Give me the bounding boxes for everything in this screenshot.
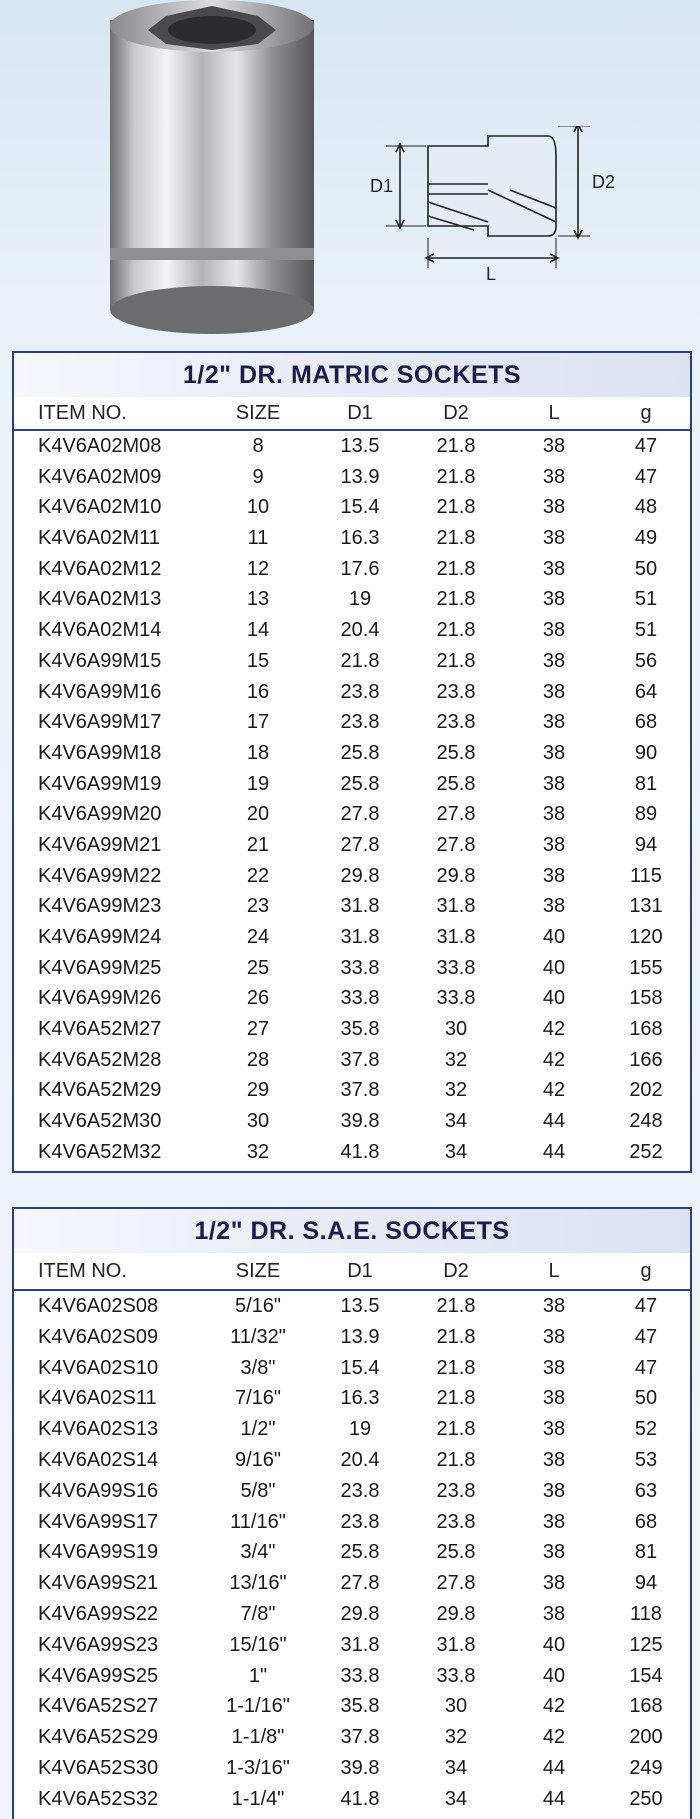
cell-d2: 21.8: [436, 588, 476, 611]
cell-weight: 47: [634, 465, 658, 488]
cell-weight: 51: [634, 619, 658, 642]
cell-weight: 158: [629, 987, 663, 1010]
header-d2: D2: [406, 397, 506, 431]
cell-l: 38: [542, 557, 566, 580]
cell-weight: 154: [629, 1664, 663, 1687]
cell-size: 5/8": [240, 1479, 276, 1502]
header-d2: D2: [406, 1253, 506, 1291]
header-l: L: [506, 1253, 602, 1291]
cell-size: 29: [246, 1079, 270, 1102]
cell-size: 5/16": [234, 1295, 282, 1317]
cell-l: 38: [542, 527, 566, 550]
metric-sockets-table: [12, 351, 692, 1173]
cell-d1: 21.8: [340, 649, 380, 672]
header-item-no: ITEM NO.: [14, 397, 202, 431]
cell-item-no: K4V6A99M26: [38, 987, 162, 1010]
cell-d2: 34: [444, 1756, 468, 1779]
header-size: SIZE: [202, 1253, 314, 1291]
header-size: SIZE: [202, 397, 314, 431]
cell-d2: 25.8: [436, 1541, 476, 1564]
cell-l: 44: [542, 1756, 566, 1779]
header-item-no: ITEM NO.: [14, 1253, 202, 1291]
header-d1: D1: [314, 397, 406, 431]
cell-d1: 19: [348, 1418, 372, 1441]
cell-weight: 56: [634, 649, 658, 672]
cell-item-no: K4V6A99S22: [38, 1602, 159, 1625]
cell-l: 44: [542, 1787, 566, 1810]
cell-weight: 200: [629, 1726, 663, 1749]
cell-weight: 166: [629, 1048, 663, 1071]
cell-d1: 13.9: [340, 465, 380, 488]
cell-d2: 23.8: [436, 1510, 476, 1533]
table-grid: [14, 1253, 690, 1815]
cell-weight: 250: [629, 1787, 663, 1810]
cell-l: 40: [542, 956, 566, 979]
cell-size: 22: [246, 864, 270, 887]
socket-dimension-diagram: [370, 126, 690, 336]
cell-d1: 19: [348, 588, 372, 611]
cell-l: 40: [542, 987, 566, 1010]
cell-d1: 13.5: [340, 435, 380, 457]
d2-label: D2: [592, 172, 616, 192]
cell-item-no: K4V6A02M11: [38, 527, 160, 550]
cell-d1: 13.9: [340, 1325, 380, 1348]
cell-d1: 27.8: [340, 1572, 380, 1595]
cell-weight: 81: [634, 1541, 658, 1564]
cell-d2: 31.8: [436, 1633, 476, 1656]
cell-item-no: K4V6A99S19: [38, 1541, 159, 1564]
header-weight: g: [602, 397, 690, 431]
cell-item-no: K4V6A99M15: [38, 649, 162, 672]
cell-size: 27: [246, 1018, 270, 1041]
cell-d2: 32: [444, 1726, 468, 1749]
cell-l: 38: [542, 711, 566, 734]
cell-size: 1-1/16": [226, 1695, 290, 1718]
cell-l: 38: [542, 864, 566, 887]
cell-d2: 33.8: [436, 987, 476, 1010]
cell-size: 8: [252, 435, 264, 457]
cell-l: 44: [542, 1110, 566, 1133]
cell-d1: 15.4: [340, 1356, 380, 1379]
cell-size: 13/16": [229, 1572, 287, 1595]
cell-l: 38: [542, 1387, 566, 1410]
cell-item-no: K4V6A99M19: [38, 772, 162, 795]
cell-l: 40: [542, 926, 566, 948]
cell-item-no: K4V6A99M18: [38, 741, 162, 764]
cell-l: 40: [542, 1664, 566, 1687]
cell-size: 7/16": [234, 1387, 282, 1410]
cell-l: 38: [542, 772, 566, 795]
cell-l: 38: [542, 895, 566, 918]
cell-item-no: K4V6A99S17: [38, 1510, 159, 1533]
cell-item-no: K4V6A99M20: [38, 803, 162, 826]
cell-d2: 33.8: [436, 956, 476, 979]
cell-d2: 21.8: [436, 435, 476, 457]
cell-l: 38: [542, 649, 566, 672]
cell-d2: 21.8: [436, 1295, 476, 1317]
sae-sockets-table: [12, 1207, 692, 1819]
cell-l: 38: [542, 833, 566, 856]
cell-weight: 68: [634, 1510, 658, 1533]
cell-size: 11/32": [230, 1325, 286, 1348]
cell-d2: 30: [444, 1695, 468, 1718]
cell-d1: 23.8: [340, 1510, 380, 1533]
cell-item-no: K4V6A02M10: [38, 496, 162, 519]
cell-weight: 47: [634, 1356, 658, 1379]
cell-size: 19: [246, 772, 270, 795]
cell-item-no: K4V6A02S14: [38, 1448, 159, 1471]
header-weight: g: [602, 1253, 690, 1291]
cell-d1: 41.8: [340, 1140, 380, 1163]
cell-d1: 37.8: [340, 1726, 380, 1749]
cell-size: 11/16": [230, 1510, 286, 1533]
cell-item-no: K4V6A02S11: [38, 1387, 157, 1410]
cell-d2: 21.8: [436, 465, 476, 488]
cell-d2: 34: [444, 1787, 468, 1810]
cell-d1: 33.8: [340, 987, 380, 1010]
cell-item-no: K4V6A99S23: [38, 1633, 159, 1656]
cell-d1: 41.8: [340, 1787, 380, 1810]
cell-weight: 81: [634, 772, 658, 795]
cell-weight: 68: [634, 711, 658, 734]
cell-size: 13: [246, 588, 270, 611]
cell-l: 38: [542, 496, 566, 519]
cell-item-no: K4V6A99M16: [38, 680, 162, 703]
cell-d2: 21.8: [436, 557, 476, 580]
cell-d1: 35.8: [340, 1695, 380, 1718]
cell-l: 38: [542, 1295, 566, 1317]
cell-size: 30: [246, 1110, 270, 1133]
cell-size: 12: [246, 557, 270, 580]
cell-d2: 25.8: [436, 772, 476, 795]
cell-size: 26: [246, 987, 270, 1010]
cell-weight: 120: [629, 926, 663, 948]
cell-size: 23: [246, 895, 270, 918]
cell-d1: 35.8: [340, 1018, 380, 1041]
cell-l: 38: [542, 803, 566, 826]
cell-d2: 21.8: [436, 1448, 476, 1471]
cell-size: 18: [246, 741, 270, 764]
cell-item-no: K4V6A99S25: [38, 1664, 159, 1687]
cell-d2: 27.8: [436, 1572, 476, 1595]
cell-size: 14: [246, 619, 270, 642]
cell-l: 38: [542, 1572, 566, 1595]
cell-size: 17: [246, 711, 270, 734]
cell-size: 24: [246, 926, 270, 948]
cell-d1: 16.3: [340, 527, 380, 550]
cell-item-no: K4V6A02M08: [38, 435, 162, 457]
cell-d2: 21.8: [436, 1325, 476, 1348]
cell-d2: 21.8: [436, 1356, 476, 1379]
cell-d2: 29.8: [436, 1602, 476, 1625]
header-d1: D1: [314, 1253, 406, 1291]
cell-l: 38: [542, 1510, 566, 1533]
cell-d1: 20.4: [340, 1448, 380, 1471]
cell-item-no: K4V6A02M13: [38, 588, 162, 611]
cell-item-no: K4V6A99M17: [38, 711, 162, 734]
cell-d2: 27.8: [436, 803, 476, 826]
cell-weight: 94: [634, 1572, 658, 1595]
cell-item-no: K4V6A99M21: [38, 833, 162, 856]
cell-d1: 33.8: [340, 1664, 380, 1687]
cell-d2: 32: [444, 1079, 468, 1102]
cell-weight: 125: [629, 1633, 663, 1656]
cell-size: 3/4": [240, 1541, 276, 1564]
cell-d2: 23.8: [436, 711, 476, 734]
cell-weight: 94: [634, 833, 658, 856]
cell-d1: 23.8: [340, 680, 380, 703]
cell-d2: 21.8: [436, 496, 476, 519]
cell-item-no: K4V6A99M24: [38, 926, 162, 948]
cell-weight: 63: [634, 1479, 658, 1502]
cell-size: 1": [248, 1664, 268, 1687]
cell-weight: 48: [634, 496, 658, 519]
cell-item-no: K4V6A02M14: [38, 619, 162, 642]
cell-d1: 25.8: [340, 741, 380, 764]
cell-d1: 23.8: [340, 711, 380, 734]
cell-d2: 27.8: [436, 833, 476, 856]
cell-weight: 252: [629, 1140, 663, 1163]
cell-weight: 248: [629, 1110, 663, 1133]
cell-l: 38: [542, 1448, 566, 1471]
cell-l: 38: [542, 588, 566, 611]
cell-weight: 50: [634, 557, 658, 580]
cell-l: 38: [542, 465, 566, 488]
cell-item-no: K4V6A99M23: [38, 895, 162, 918]
cell-d1: 17.6: [340, 557, 380, 580]
cell-d1: 25.8: [340, 772, 380, 795]
cell-weight: 202: [629, 1079, 663, 1102]
cell-item-no: K4V6A52M30: [38, 1110, 162, 1133]
cell-size: 1/2": [240, 1418, 276, 1441]
cell-d1: 31.8: [340, 895, 380, 918]
cell-size: 28: [246, 1048, 270, 1071]
cell-d2: 21.8: [436, 1418, 476, 1441]
cell-size: 20: [246, 803, 270, 826]
cell-l: 42: [542, 1695, 566, 1718]
cell-item-no: K4V6A52M27: [38, 1018, 162, 1041]
cell-item-no: K4V6A52M32: [38, 1140, 162, 1163]
cell-item-no: K4V6A52M29: [38, 1079, 162, 1102]
cell-d1: 16.3: [340, 1387, 380, 1410]
cell-weight: 249: [629, 1756, 663, 1779]
cell-weight: 50: [634, 1387, 658, 1410]
socket-photo: [108, 0, 316, 338]
l-label: L: [486, 264, 497, 284]
cell-l: 40: [542, 1633, 566, 1656]
cell-d2: 21.8: [436, 1387, 476, 1410]
cell-d1: 29.8: [340, 864, 380, 887]
cell-d1: 27.8: [340, 803, 380, 826]
cell-d2: 29.8: [436, 864, 476, 887]
cell-l: 42: [542, 1048, 566, 1071]
cell-item-no: K4V6A02S10: [38, 1356, 159, 1379]
cell-d1: 20.4: [340, 619, 380, 642]
cell-size: 9/16": [234, 1448, 282, 1471]
cell-item-no: K4V6A99M25: [38, 956, 162, 979]
cell-l: 42: [542, 1079, 566, 1102]
cell-weight: 115: [630, 864, 662, 887]
cell-item-no: K4V6A02S09: [38, 1325, 159, 1348]
cell-size: 21: [246, 833, 270, 856]
cell-item-no: K4V6A99M22: [38, 864, 162, 887]
cell-item-no: K4V6A52S30: [38, 1756, 159, 1779]
cell-weight: 168: [629, 1018, 663, 1041]
cell-d2: 25.8: [436, 741, 476, 764]
cell-d1: 23.8: [340, 1479, 380, 1502]
cell-d1: 39.8: [340, 1110, 380, 1133]
cell-d2: 34: [444, 1110, 468, 1133]
cell-item-no: K4V6A52M28: [38, 1048, 162, 1071]
cell-size: 7/8": [240, 1602, 276, 1625]
cell-d1: 31.8: [340, 1633, 380, 1656]
cell-item-no: K4V6A02M12: [38, 557, 162, 580]
cell-l: 38: [542, 1479, 566, 1502]
cell-l: 38: [542, 1602, 566, 1625]
header-l: L: [506, 397, 602, 431]
cell-d1: 37.8: [340, 1048, 380, 1071]
cell-weight: 89: [634, 803, 658, 826]
cell-l: 38: [542, 741, 566, 764]
cell-l: 38: [542, 680, 566, 703]
cell-size: 16: [246, 680, 270, 703]
cell-item-no: K4V6A99S21: [38, 1572, 159, 1595]
cell-weight: 47: [634, 435, 658, 457]
cell-size: 1-1/8": [231, 1726, 285, 1749]
cell-l: 42: [542, 1018, 566, 1041]
cell-d1: 29.8: [340, 1602, 380, 1625]
cell-weight: 47: [634, 1325, 658, 1348]
cell-weight: 47: [634, 1295, 658, 1317]
cell-weight: 49: [634, 527, 658, 550]
cell-size: 25: [246, 956, 270, 979]
cell-l: 38: [542, 1541, 566, 1564]
cell-l: 38: [542, 619, 566, 642]
cell-d1: 31.8: [340, 926, 380, 948]
cell-d1: 15.4: [340, 496, 380, 519]
cell-l: 38: [542, 1356, 566, 1379]
cell-l: 42: [542, 1726, 566, 1749]
table-title: 1/2" DR. S.A.E. SOCKETS: [14, 1209, 690, 1253]
product-hero: [0, 0, 700, 345]
cell-weight: 90: [634, 741, 658, 764]
cell-size: 10: [246, 496, 270, 519]
cell-size: 15: [246, 649, 270, 672]
cell-weight: 52: [634, 1418, 658, 1441]
cell-item-no: K4V6A99S16: [38, 1479, 159, 1502]
cell-weight: 155: [629, 956, 663, 979]
cell-l: 38: [542, 1325, 566, 1348]
cell-size: 1-1/4": [231, 1787, 285, 1810]
cell-d2: 30: [444, 1018, 468, 1041]
cell-d2: 21.8: [436, 649, 476, 672]
cell-item-no: K4V6A52S32: [38, 1787, 159, 1810]
cell-d2: 32: [444, 1048, 468, 1071]
cell-weight: 131: [629, 895, 663, 918]
cell-weight: 64: [634, 680, 658, 703]
cell-item-no: K4V6A02M09: [38, 465, 162, 488]
table-grid: [14, 397, 690, 1168]
cell-item-no: K4V6A02S13: [38, 1418, 159, 1441]
cell-d2: 31.8: [436, 895, 476, 918]
cell-d2: 21.8: [436, 527, 476, 550]
cell-size: 11: [247, 527, 269, 550]
cell-size: 3/8": [240, 1356, 276, 1379]
cell-d1: 27.8: [340, 833, 380, 856]
cell-d1: 25.8: [340, 1541, 380, 1564]
cell-d1: 39.8: [340, 1756, 380, 1779]
cell-weight: 118: [630, 1602, 662, 1625]
cell-d2: 23.8: [436, 680, 476, 703]
cell-item-no: K4V6A52S29: [38, 1726, 159, 1749]
cell-d1: 13.5: [340, 1295, 380, 1317]
d1-label: D1: [370, 176, 394, 196]
cell-l: 38: [542, 435, 566, 457]
cell-weight: 51: [634, 588, 658, 611]
cell-d2: 23.8: [436, 1479, 476, 1502]
cell-d1: 37.8: [340, 1079, 380, 1102]
cell-d2: 21.8: [436, 619, 476, 642]
cell-size: 15/16": [229, 1633, 287, 1656]
cell-l: 38: [542, 1418, 566, 1441]
cell-size: 32: [246, 1140, 270, 1163]
cell-item-no: K4V6A02S08: [38, 1295, 159, 1317]
cell-d2: 33.8: [436, 1664, 476, 1687]
cell-weight: 53: [634, 1448, 658, 1471]
cell-item-no: K4V6A52S27: [38, 1695, 159, 1718]
table-title: 1/2" DR. MATRIC SOCKETS: [14, 353, 690, 397]
cell-d2: 34: [444, 1140, 468, 1163]
cell-l: 44: [542, 1140, 566, 1163]
cell-size: 1-3/16": [226, 1756, 290, 1779]
cell-d2: 31.8: [436, 926, 476, 948]
cell-weight: 168: [629, 1695, 663, 1718]
cell-size: 9: [252, 465, 264, 488]
cell-d1: 33.8: [340, 956, 380, 979]
